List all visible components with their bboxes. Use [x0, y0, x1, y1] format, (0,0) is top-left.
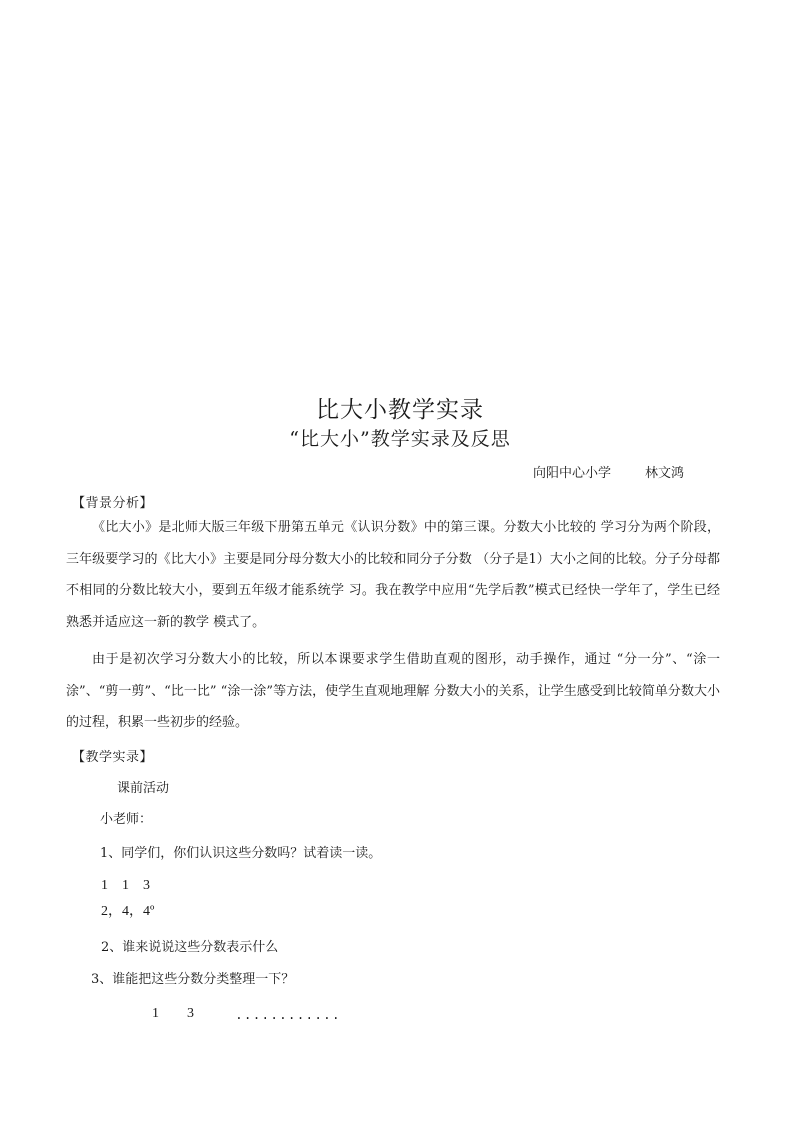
pre-class-activity: 课前活动 — [117, 781, 170, 796]
ellipsis-dots: ............ — [235, 1008, 341, 1023]
little-teacher-label: 小老师： — [100, 812, 153, 827]
school-name: 向阳中心小学 — [533, 466, 612, 481]
question-3: 3、谁能把这些分数分类整理一下？ — [91, 972, 295, 987]
author-name: 林文鸿 — [645, 466, 685, 481]
background-paragraph-1: 《比大小》是北师大版三年级下册第五单元《认识分数》中的第三课。分数大小比较的 学习分为两个阶段，三年级要学习的《比大小》主要是同分母分数大小的比较和同分子分数 （分子是1）大小之间的比较。分子分母都不相同的分数比较大小，要到五年级才能系统学 习。我在教学中应用“先学后教”模式已经快一学年了，学生已经熟悉并适应这一新的教学 模式了。 — [66, 520, 720, 630]
question-2: 2、谁来说说这些分数表示什么 — [101, 940, 279, 955]
question-1: 1、同学们，你们认识这些分数吗？试着读一读。 — [100, 846, 382, 861]
fraction-numerators: 1 1 3 — [101, 878, 150, 893]
background-heading: 【背景分析】 — [72, 496, 154, 511]
fraction-denominators: 2，4，4º — [101, 904, 155, 919]
document-title: 比大小教学实录 — [316, 397, 484, 423]
background-paragraph-2: 由于是初次学习分数大小的比较，所以本课要求学生借助直观的图形，动手操作，通过 “分一分”、“涂一涂”、“剪一剪”、“比一比” “涂一涂”等方法，使学生直观地理解 分数大小的关系，让学生感受到比较简单分数大小的过程，积累一些初步的经验。 — [66, 652, 720, 730]
record-heading: 【教学实录】 — [72, 750, 154, 765]
document-subtitle: “比大小”教学实录及反思 — [289, 428, 511, 450]
classified-fractions: 1 3 — [152, 1006, 194, 1021]
